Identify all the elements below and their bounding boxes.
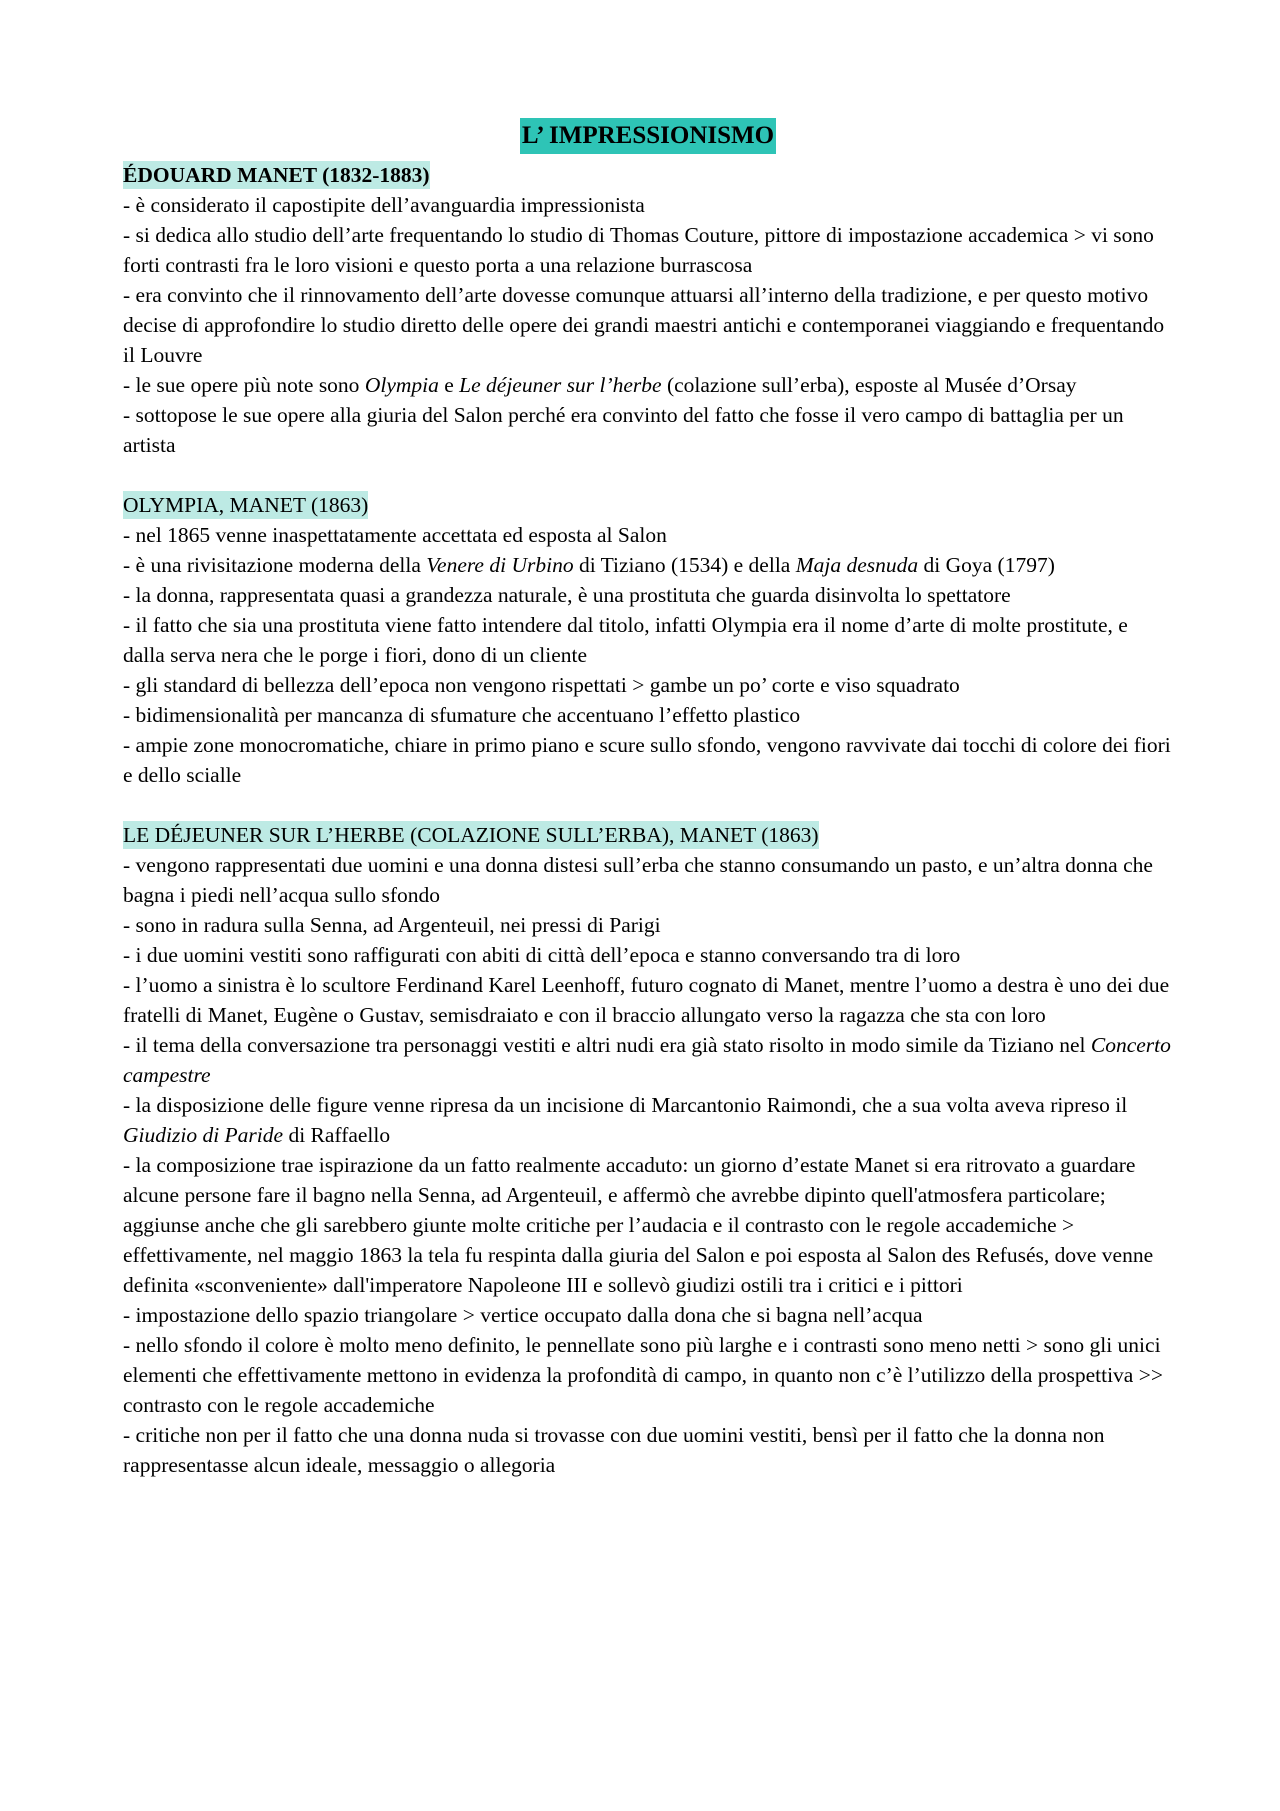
section-manet xyxy=(123,160,1173,460)
list-item: - si dedica allo studio dell’arte frequentando lo studio di Thomas Couture, pittore di impostazione accademica > vi sono forti contrasti fra le loro visioni e questo porta a una relazione burrascosa xyxy=(123,223,1154,277)
list-item: - le sue opere più note sono Olympia e Le déjeuner sur l’herbe (colazione sull’erba), esposte al Musée d’Orsay xyxy=(123,373,1077,397)
list-item: - gli standard di bellezza dell’epoca non vengono rispettati > gambe un po’ corte e viso squadrato xyxy=(123,673,960,697)
section-dejeuner xyxy=(123,820,1173,1480)
document-title: L’ IMPRESSIONISMO xyxy=(520,118,776,154)
list-item: - sono in radura sulla Senna, ad Argenteuil, nei pressi di Parigi xyxy=(123,913,661,937)
document-page xyxy=(123,118,1173,1480)
list-item: - è considerato il capostipite dell’avanguardia impressionista xyxy=(123,193,645,217)
list-item: - è una rivisitazione moderna della Venere di Urbino di Tiziano (1534) e della Maja desnuda di Goya (1797) xyxy=(123,553,1055,577)
list-item: - bidimensionalità per mancanza di sfumature che accentuano l’effetto plastico xyxy=(123,703,801,727)
list-item: - vengono rappresentati due uomini e una donna distesi sull’erba che stanno consumando un pasto, e un’altra donna che bagna i piedi nell’acqua sullo sfondo xyxy=(123,853,1153,907)
section-heading: LE DÉJEUNER SUR L’HERBE (COLAZIONE SULL’ERBA), MANET (1863) xyxy=(123,823,819,847)
list-item: - i due uomini vestiti sono raffigurati con abiti di città dell’epoca e stanno conversando tra di loro xyxy=(123,943,961,967)
list-item: - la composizione trae ispirazione da un fatto realmente accaduto: un giorno d’estate Manet si era ritrovato a guardare alcune persone fare il bagno nella Senna, ad Argenteuil, e affermò che avrebbe dipinto quell'atmosfera particolare; aggiunse anche che gli sarebbero giunte molte critiche per l’audacia e il contrasto con le regole accademiche > effettivamente, nel maggio 1863 la tela fu respinta dalla giuria del Salon e poi esposta al Salon des Refusés, dove venne definita «sconveniente» dall'imperatore Napoleone III e sollevò giudizi ostili tra i critici e i pittori xyxy=(123,1153,1154,1297)
list-item: - la disposizione delle figure venne ripresa da un incisione di Marcantonio Raimondi, che a sua volta aveva ripreso il Giudizio di Paride di Raffaello xyxy=(123,1093,1128,1147)
section-olympia xyxy=(123,490,1173,790)
list-item: - impostazione dello spazio triangolare > vertice occupato dalla dona che si bagna nell’acqua xyxy=(123,1303,923,1327)
list-item: - critiche non per il fatto che una donna nuda si trovasse con due uomini vestiti, bensì per il fatto che la donna non rappresentasse alcun ideale, messaggio o allegoria xyxy=(123,1423,1105,1477)
list-item: - il fatto che sia una prostituta viene fatto intendere dal titolo, infatti Olympia era il nome d’arte di molte prostitute, e dalla serva nera che le porge i fiori, dono di un cliente xyxy=(123,613,1128,667)
list-item: - il tema della conversazione tra personaggi vestiti e altri nudi era già stato risolto in modo simile da Tiziano nel Concerto campestre xyxy=(123,1033,1171,1087)
section-heading: OLYMPIA, MANET (1863) xyxy=(123,493,369,517)
list-item: - nello sfondo il colore è molto meno definito, le pennellate sono più larghe e i contrasti sono meno netti > sono gli unici elementi che effettivamente mettono in evidenza la profondità di campo, in quanto non c’è l’utilizzo della prospettiva >> contrasto con le regole accademiche xyxy=(123,1333,1163,1417)
list-item: - l’uomo a sinistra è lo scultore Ferdinand Karel Leenhoff, futuro cognato di Manet, mentre l’uomo a destra è uno dei due fratelli di Manet, Eugène o Gustav, semisdraiato e con il braccio allungato verso la ragazza che sta con loro xyxy=(123,973,1170,1027)
list-item: - sottopose le sue opere alla giuria del Salon perché era convinto del fatto che fosse il vero campo di battaglia per un artista xyxy=(123,403,1124,457)
list-item: - ampie zone monocromatiche, chiare in primo piano e scure sullo sfondo, vengono ravvivate dai tocchi di colore dei fiori e dello scialle xyxy=(123,733,1171,787)
list-item: - nel 1865 venne inaspettatamente accettata ed esposta al Salon xyxy=(123,523,667,547)
list-item: - era convinto che il rinnovamento dell’arte dovesse comunque attuarsi all’interno della tradizione, e per questo motivo decise di approfondire lo studio diretto delle opere dei grandi maestri antichi e contemporanei viaggiando e frequentando il Louvre xyxy=(123,283,1165,367)
section-heading: ÉDOUARD MANET (1832-1883) xyxy=(123,163,430,187)
list-item: - la donna, rappresentata quasi a grandezza naturale, è una prostituta che guarda disinvolta lo spettatore xyxy=(123,583,1011,607)
